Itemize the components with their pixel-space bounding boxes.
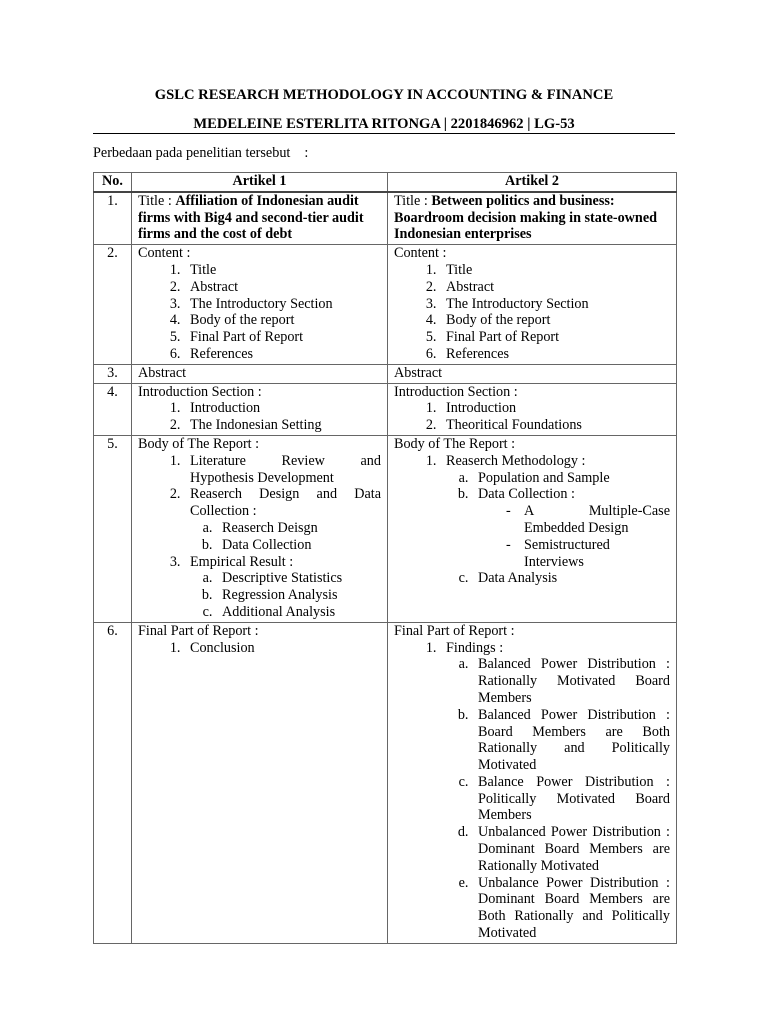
table-row	[94, 245, 677, 365]
dash-item: - Semistructured Interviews	[502, 537, 670, 571]
list-item	[184, 453, 381, 487]
intro-text: Perbedaan pada penelitian tersebut	[93, 145, 291, 161]
sub-item: a. Descriptive Statistics	[216, 570, 381, 587]
list-item: 4. Body of the report	[440, 312, 670, 329]
table-row	[94, 383, 677, 435]
title-prefix: Title :	[138, 192, 176, 209]
cell-heading: Final Part of Report :	[394, 622, 515, 639]
cell-heading: Content :	[138, 245, 191, 262]
item-text: Reaserch Methodology :	[446, 452, 586, 469]
cell-heading: Introduction Section :	[138, 383, 262, 400]
list-item: 6. References	[184, 346, 381, 363]
sub-item: a. Population and Sample	[472, 470, 670, 487]
artikel-2-body	[388, 435, 677, 622]
author-line: MEDELEINE ESTERLITA RITONGA | 2201846962 | LG-53	[193, 116, 575, 132]
sub-item	[472, 486, 670, 570]
introduction-list	[138, 400, 381, 434]
artikel-1-body	[132, 435, 388, 622]
list-item: 1. Title	[184, 262, 381, 279]
sub-list	[446, 470, 670, 588]
dash-list	[478, 503, 670, 570]
comparison-table	[93, 172, 677, 944]
sub-item: c. Additional Analysis	[216, 604, 381, 621]
finding-item: d. Unbalanced Power Distribution : Dominant Board Members are Rationally Motivated	[472, 824, 670, 874]
artikel-1-introduction	[132, 383, 388, 435]
title-text: Affiliation of Indonesian audit firms with Big4 and second-tier audit firms and the cost of debt	[138, 192, 364, 243]
table-row	[94, 435, 677, 622]
header-no: No.	[94, 173, 132, 192]
item-text: Empirical Result :	[190, 553, 294, 570]
intro-colon: :	[304, 145, 309, 161]
artikel-2-abstract: Abstract	[388, 364, 677, 383]
finding-item: e. Unbalance Power Distribution : Dominant Board Members are Both Rationally and Politically Motivated	[472, 875, 670, 942]
content-list	[394, 262, 670, 363]
artikel-1-abstract: Abstract	[132, 364, 388, 383]
item-text: Literature Review and Hypothesis Development	[190, 452, 381, 486]
list-item: 2. Theoritical Foundations	[440, 417, 670, 434]
artikel-1-content	[132, 245, 388, 365]
row-number: 2.	[94, 245, 132, 365]
cell-heading: Body of The Report :	[394, 435, 516, 452]
finding-item: a. Balanced Power Distribution : Rationally Motivated Board Members	[472, 656, 670, 706]
title-text: Between politics and business: Boardroom decision making in state-owned Indonesian enterprises	[394, 192, 658, 243]
final-list	[394, 640, 670, 942]
row-number: 3.	[94, 364, 132, 383]
document-title: GSLC RESEARCH METHODOLOGY IN ACCOUNTING & FINANCE	[154, 87, 614, 103]
row-number: 4.	[94, 383, 132, 435]
cell-heading: Body of The Report :	[138, 435, 260, 452]
header-rule	[93, 133, 675, 134]
list-item: 1. Introduction	[440, 400, 670, 417]
title-prefix: Title :	[394, 192, 432, 209]
sub-list	[190, 570, 381, 620]
sub-item: b. Data Collection	[216, 537, 381, 554]
list-item: 5. Final Part of Report	[440, 329, 670, 346]
row-number: 5.	[94, 435, 132, 622]
sub-item: b. Regression Analysis	[216, 587, 381, 604]
list-item: 2. The Indonesian Setting	[184, 417, 381, 434]
row-number: 1.	[94, 192, 132, 245]
list-item: 6. References	[440, 346, 670, 363]
artikel-2-final	[388, 622, 677, 943]
finding-item: b. Balanced Power Distribution : Board Members are Both Rationally and Politically Motivated	[472, 707, 670, 774]
list-item: 3. The Introductory Section	[184, 296, 381, 313]
list-item	[184, 486, 381, 553]
sub-item: a. Reaserch Deisgn	[216, 520, 381, 537]
item-text: Reaserch Design and Data Collection :	[190, 486, 381, 520]
header-artikel-1: Artikel 1	[132, 173, 388, 192]
cell-heading: Introduction Section :	[394, 383, 518, 400]
list-item: 1. Introduction	[184, 400, 381, 417]
table-row	[94, 622, 677, 943]
artikel-2-content	[388, 245, 677, 365]
finding-item: c. Balance Power Distribution : Politically Motivated Board Members	[472, 774, 670, 824]
artikel-2-title	[388, 192, 677, 245]
artikel-1-title	[132, 192, 388, 245]
sub-list	[190, 520, 381, 554]
artikel-2-introduction	[388, 383, 677, 435]
list-item: 2. Abstract	[184, 279, 381, 296]
sub-item: c. Data Analysis	[472, 570, 670, 587]
sub-item-text: Data Collection :	[478, 486, 575, 503]
intro-line	[93, 145, 308, 162]
body-list	[394, 453, 670, 587]
final-list	[138, 640, 381, 657]
cell-heading: Final Part of Report :	[138, 622, 259, 639]
list-item: 5. Final Part of Report	[184, 329, 381, 346]
row-number: 6.	[94, 622, 132, 943]
table-row	[94, 364, 677, 383]
table-header-row	[94, 173, 677, 192]
artikel-1-final	[132, 622, 388, 943]
cell-heading: Content :	[394, 245, 447, 262]
list-item: 4. Body of the report	[184, 312, 381, 329]
content-list	[138, 262, 381, 363]
list-item	[440, 640, 670, 942]
list-item: 3. The Introductory Section	[440, 296, 670, 313]
body-list	[138, 453, 381, 621]
list-item	[184, 554, 381, 621]
list-item	[440, 453, 670, 587]
table-row	[94, 192, 677, 245]
header-artikel-2: Artikel 2	[388, 173, 677, 192]
item-text: Findings :	[446, 639, 504, 656]
dash-item: - A Multiple-Case Embedded Design	[502, 503, 670, 537]
introduction-list	[394, 400, 670, 434]
list-item: 1. Conclusion	[184, 640, 381, 657]
list-item: 2. Abstract	[440, 279, 670, 296]
list-item: 1. Title	[440, 262, 670, 279]
findings-list	[446, 656, 670, 942]
